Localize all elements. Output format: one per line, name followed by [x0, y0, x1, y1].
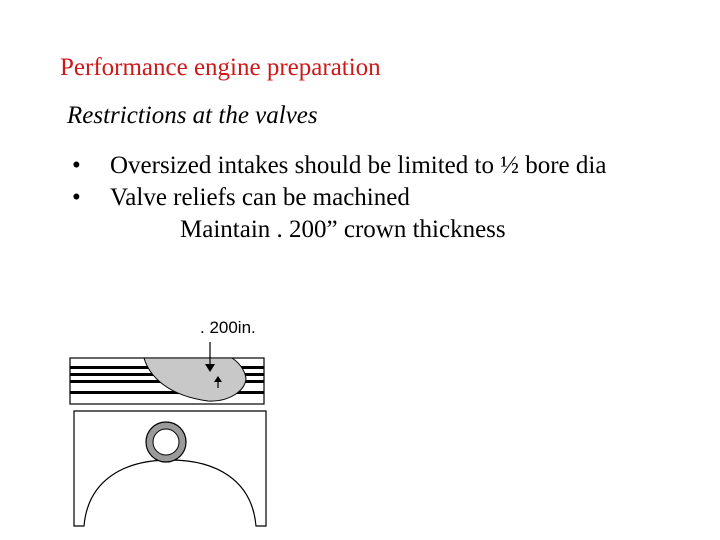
sub-bullet-text: Maintain . 200” crown thickness [180, 216, 506, 243]
bullet-marker: • [72, 152, 81, 179]
wrist-pin-bore [153, 429, 179, 455]
bullet-text: Oversized intakes should be limited to ½ bore dia [110, 152, 607, 179]
bullet-item [72, 182, 606, 214]
piston-diagram [60, 300, 290, 535]
bullet-item [72, 150, 606, 182]
dimension-label: . 200in. [200, 318, 256, 337]
slide-title: Performance engine preparation [60, 54, 381, 81]
bullet-list [72, 150, 606, 246]
slide-subtitle: Restrictions at the valves [67, 102, 318, 129]
bullet-text: Valve reliefs can be machined [110, 184, 410, 211]
bullet-marker: • [72, 184, 81, 211]
